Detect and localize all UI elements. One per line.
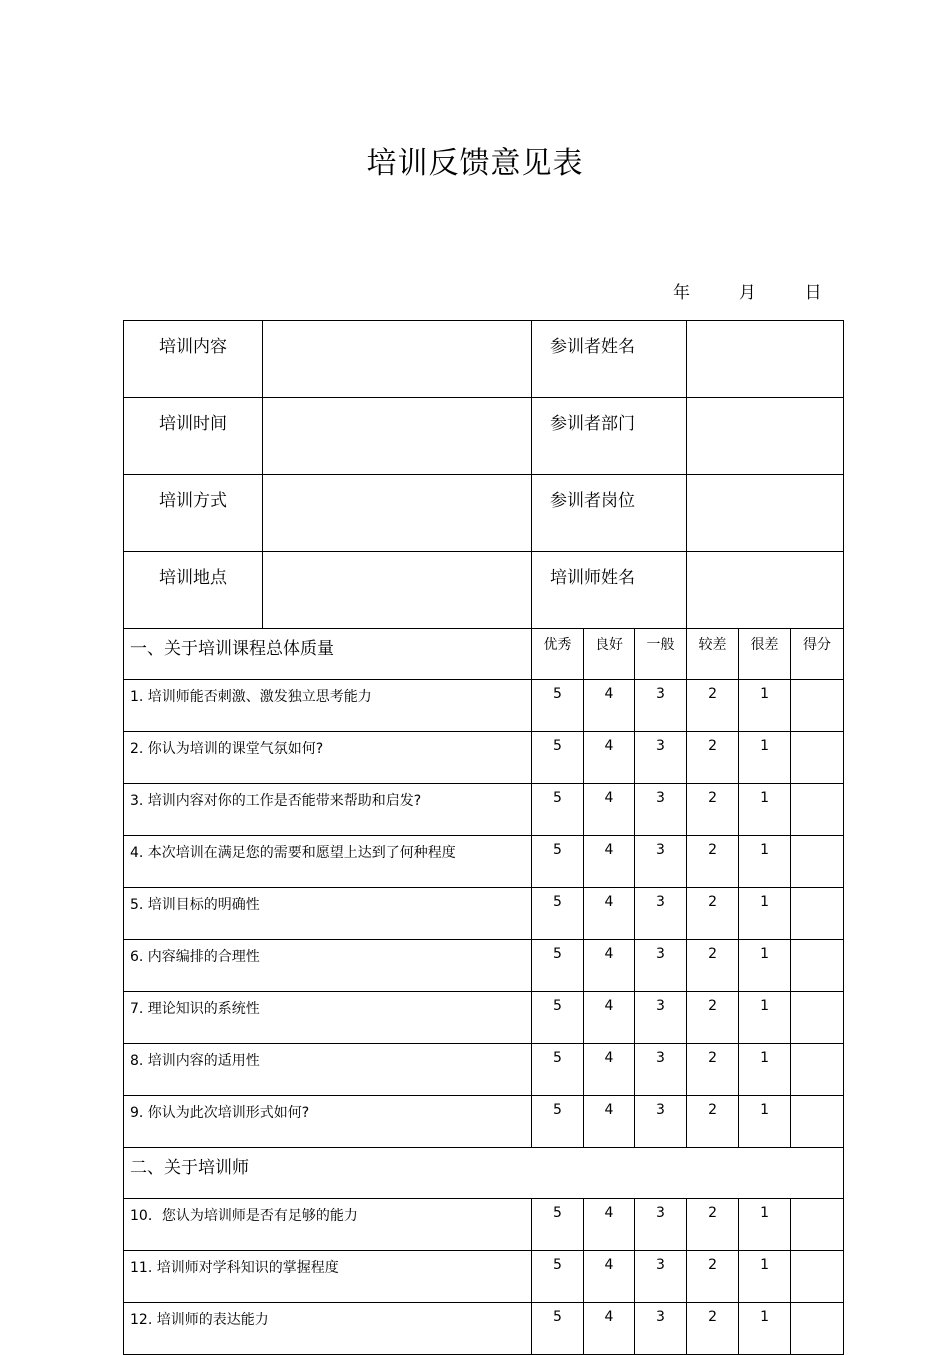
- score-option[interactable]: 2: [687, 1251, 739, 1303]
- score-option[interactable]: 1: [739, 940, 791, 992]
- score-option[interactable]: 2: [687, 992, 739, 1044]
- score-option[interactable]: 4: [584, 732, 635, 784]
- score-option[interactable]: 2: [687, 1199, 739, 1251]
- score-field[interactable]: [791, 784, 844, 836]
- question-row: [124, 680, 844, 732]
- question-text: 4. 本次培训在满足您的需要和愿望上达到了何种程度: [124, 836, 532, 888]
- score-option[interactable]: 4: [584, 940, 635, 992]
- info-value-field[interactable]: [687, 321, 844, 398]
- info-row: [124, 475, 844, 552]
- question-row: [124, 836, 844, 888]
- score-option[interactable]: 3: [635, 1199, 687, 1251]
- section-header-row: [124, 1148, 844, 1199]
- question-text: 3. 培训内容对你的工作是否能带来帮助和启发?: [124, 784, 532, 836]
- score-option[interactable]: 4: [584, 888, 635, 940]
- score-option[interactable]: 5: [532, 992, 584, 1044]
- score-field[interactable]: [791, 1044, 844, 1096]
- score-option[interactable]: 1: [739, 784, 791, 836]
- score-option[interactable]: 3: [635, 1251, 687, 1303]
- question-text: 6. 内容编排的合理性: [124, 940, 532, 992]
- info-row: [124, 321, 844, 398]
- score-field[interactable]: [791, 1096, 844, 1148]
- score-option[interactable]: 4: [584, 836, 635, 888]
- question-row: [124, 1096, 844, 1148]
- rating-header: 得分: [791, 629, 844, 680]
- question-row: [124, 1303, 844, 1355]
- score-option[interactable]: 5: [532, 888, 584, 940]
- score-option[interactable]: 5: [532, 1096, 584, 1148]
- info-label: 参训者岗位: [532, 475, 687, 552]
- score-field[interactable]: [791, 888, 844, 940]
- question-row: [124, 888, 844, 940]
- question-row: [124, 992, 844, 1044]
- score-field[interactable]: [791, 992, 844, 1044]
- rating-header: 很差: [739, 629, 791, 680]
- score-option[interactable]: 1: [739, 1303, 791, 1355]
- info-label: 培训师姓名: [532, 552, 687, 629]
- score-option[interactable]: 3: [635, 1096, 687, 1148]
- score-option[interactable]: 2: [687, 732, 739, 784]
- question-row: [124, 1044, 844, 1096]
- score-option[interactable]: 2: [687, 1096, 739, 1148]
- score-option[interactable]: 2: [687, 784, 739, 836]
- info-row: [124, 552, 844, 629]
- score-field[interactable]: [791, 836, 844, 888]
- question-text: 9. 你认为此次培训形式如何?: [124, 1096, 532, 1148]
- score-option[interactable]: 4: [584, 680, 635, 732]
- info-value-field[interactable]: [263, 321, 532, 398]
- date-month: 月: [738, 283, 756, 303]
- score-field[interactable]: [791, 732, 844, 784]
- score-option[interactable]: 3: [635, 1303, 687, 1355]
- question-row: [124, 940, 844, 992]
- question-text: 5. 培训目标的明确性: [124, 888, 532, 940]
- info-label: 培训时间: [124, 398, 263, 475]
- score-option[interactable]: 3: [635, 888, 687, 940]
- score-option[interactable]: 5: [532, 836, 584, 888]
- score-option[interactable]: 5: [532, 1199, 584, 1251]
- score-option[interactable]: 3: [635, 732, 687, 784]
- score-option[interactable]: 1: [739, 1044, 791, 1096]
- score-option[interactable]: 1: [739, 680, 791, 732]
- score-option[interactable]: 1: [739, 836, 791, 888]
- score-option[interactable]: 4: [584, 1251, 635, 1303]
- rating-header: 一般: [635, 629, 687, 680]
- info-value-field[interactable]: [687, 552, 844, 629]
- score-option[interactable]: 3: [635, 1044, 687, 1096]
- score-field[interactable]: [791, 1251, 844, 1303]
- score-field[interactable]: [791, 1303, 844, 1355]
- page-title: 培训反馈意见表: [366, 146, 584, 181]
- info-value-field[interactable]: [263, 552, 532, 629]
- date-day: 日: [804, 283, 822, 303]
- score-option[interactable]: 2: [687, 836, 739, 888]
- info-label: 参训者姓名: [532, 321, 687, 398]
- info-label: 培训方式: [124, 475, 263, 552]
- score-option[interactable]: 1: [739, 1096, 791, 1148]
- question-row: [124, 1199, 844, 1251]
- score-option[interactable]: 3: [635, 836, 687, 888]
- score-option[interactable]: 4: [584, 1044, 635, 1096]
- section-header-row: [124, 629, 844, 680]
- score-option[interactable]: 3: [635, 992, 687, 1044]
- question-text: 11. 培训师对学科知识的掌握程度: [124, 1251, 532, 1303]
- info-row: [124, 398, 844, 475]
- score-option[interactable]: 2: [687, 940, 739, 992]
- score-field[interactable]: [791, 680, 844, 732]
- score-option[interactable]: 1: [739, 992, 791, 1044]
- score-option[interactable]: 5: [532, 1044, 584, 1096]
- score-option[interactable]: 2: [687, 1044, 739, 1096]
- question-row: [124, 732, 844, 784]
- score-option[interactable]: 4: [584, 1096, 635, 1148]
- info-label: 培训内容: [124, 321, 263, 398]
- score-option[interactable]: 2: [687, 888, 739, 940]
- date-year: 年: [673, 283, 690, 303]
- score-field[interactable]: [791, 940, 844, 992]
- score-option[interactable]: 2: [687, 680, 739, 732]
- score-option[interactable]: 4: [584, 1199, 635, 1251]
- question-text: 12. 培训师的表达能力: [124, 1303, 532, 1355]
- section-title: 二、关于培训师: [124, 1148, 844, 1199]
- score-option[interactable]: 3: [635, 680, 687, 732]
- score-option[interactable]: 1: [739, 1251, 791, 1303]
- info-label: 培训地点: [124, 552, 263, 629]
- score-option[interactable]: 5: [532, 1303, 584, 1355]
- score-option[interactable]: 4: [584, 784, 635, 836]
- feedback-form-table: [123, 320, 844, 1355]
- score-option[interactable]: 4: [584, 992, 635, 1044]
- rating-header: 优秀: [532, 629, 584, 680]
- score-option[interactable]: 2: [687, 1303, 739, 1355]
- score-field[interactable]: [791, 1199, 844, 1251]
- info-value-field[interactable]: [263, 398, 532, 475]
- question-text: 7. 理论知识的系统性: [124, 992, 532, 1044]
- rating-header: 良好: [584, 629, 635, 680]
- score-option[interactable]: 3: [635, 784, 687, 836]
- score-option[interactable]: 5: [532, 784, 584, 836]
- section-title: 一、关于培训课程总体质量: [124, 629, 532, 680]
- info-label: 参训者部门: [532, 398, 687, 475]
- score-option[interactable]: 5: [532, 940, 584, 992]
- question-row: [124, 784, 844, 836]
- info-value-field[interactable]: [263, 475, 532, 552]
- rating-header: 较差: [687, 629, 739, 680]
- score-option[interactable]: 5: [532, 680, 584, 732]
- question-row: [124, 1251, 844, 1303]
- score-option[interactable]: 5: [532, 1251, 584, 1303]
- info-value-field[interactable]: [687, 475, 844, 552]
- score-option[interactable]: 1: [739, 732, 791, 784]
- score-option[interactable]: 4: [584, 1303, 635, 1355]
- question-text: 8. 培训内容的适用性: [124, 1044, 532, 1096]
- score-option[interactable]: 5: [532, 732, 584, 784]
- question-text: 10．您认为培训师是否有足够的能力: [124, 1199, 532, 1251]
- question-text: 2. 你认为培训的课堂气氛如何?: [124, 732, 532, 784]
- score-option[interactable]: 1: [739, 1199, 791, 1251]
- score-option[interactable]: 1: [739, 888, 791, 940]
- question-text: 1. 培训师能否刺激、激发独立思考能力: [124, 680, 532, 732]
- info-value-field[interactable]: [687, 398, 844, 475]
- score-option[interactable]: 3: [635, 940, 687, 992]
- date-line: [673, 278, 822, 303]
